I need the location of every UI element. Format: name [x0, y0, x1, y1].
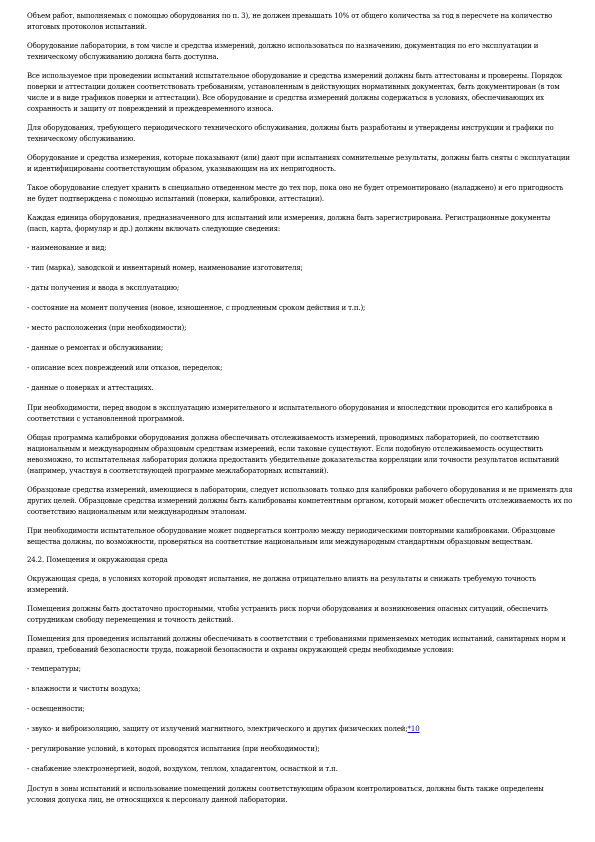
list-item: - состояние на момент получения (новое, изношенное, с продленным сроком действия и т.п.);: [27, 304, 366, 312]
paragraph: Оборудование и средства измерения, которые показывают (или) дают при испытаниях сомнительные результаты, должны быть сняты с эксплуатации и идентифицированы соответствующим образом, указывающим на их непригодность.: [27, 154, 570, 173]
paragraph: Доступ в зоны испытаний и использование помещений должны соответствующим образом контролироваться, должны быть также определены условия допуска лиц, не относящихся к персоналу данной лаборатории.: [27, 785, 544, 804]
list-item: - снабжение электроэнергией, водой, воздухом, теплом, хладагентом, оснасткой и т.п.: [27, 765, 338, 773]
section-heading: 24.2. Помещения и окружающая среда: [27, 556, 168, 564]
paragraph: Общая программа калибровки оборудования должна обеспечивать отслеживаемость измерений, проводимых лабораторией, по соответствию национальным и международным образцовым средствам измерений, если таковые существуют. Если подобную отслеживаемость осуществить невозможно, то испытательная лаборатория должна предоставить убедительные доказательства корреляции или точности результатов испытаний (например, участвуя в соответствующей программе межлабораторных испытаний).: [27, 434, 560, 475]
list-item: - данные о ремонтах и обслуживании;: [27, 344, 164, 352]
list-item: - данные о поверках и аттестациях.: [27, 384, 154, 392]
paragraph: Объем работ, выполняемых с помощью оборудования по п. 3), не должен превышать 10% от общего количества за год в пересчете на количество итоговых протоколов испытаний.: [27, 12, 553, 31]
paragraph: Такое оборудование следует хранить в специально отведенном месте до тех пор, пока оно не будет отремонтировано (наладжено) и его пригодность не будет подтверждена с помощью испытаний (поверки, калибровки, аттестации).: [27, 184, 564, 203]
paragraph: Для оборудования, требующего периодического технического обслуживания, должны быть разработаны и утверждены инструкции и графики по техническому обслуживанию.: [27, 124, 554, 143]
list-item: - наименование и вид;: [27, 244, 107, 252]
paragraph: Образцовые средства измерений, имеющиеся в лаборатории, следует использовать только для калибровки рабочего оборудования и не применять для других целей. Образцовые средства измерений должны быть калиброваны компетентным органом, который может обеспечить отслеживаемость их по соответствию национальным или международным эталонам.: [27, 486, 573, 516]
list-item: - освещенности;: [27, 705, 85, 713]
paragraph: При необходимости испытательное оборудование может подвергаться контролю между периодическими повторными калибровками. Образцовые вещества должны, по возможности, проверяться на соответствие национальным или международным стандартным образцовым веществам.: [27, 527, 555, 546]
paragraph: При необходимости, перед вводом в эксплуатацию измерительного и испытательного оборудования и впоследствии проводится его калибровка в соответствии с установленной программой.: [27, 404, 553, 423]
list-item: - даты получения и ввода в эксплуатацию;: [27, 284, 180, 292]
paragraph: Каждая единица оборудования, предназначенного для испытаний или измерения, должна быть зарегистрирована. Регистрационные документы (пасп, карта, формуляр и др.) должны включать следующие сведения:: [27, 214, 551, 233]
footnote-link[interactable]: *10: [407, 725, 420, 733]
list-item: - температуры;: [27, 665, 81, 673]
paragraph: Помещения для проведения испытаний должны обеспечивать в соответствии с требованиями применяемых методик испытаний, санитарных норм и правил, требований безопасности труда, пожарной безопасности и охраны окружающей среды необходимые условия:: [27, 635, 566, 654]
paragraph: Оборудование лаборатории, в том числе и средства измерений, должно использоваться по назначению, документация по его эксплуатации и техническому обслуживанию должна быть доступна.: [27, 42, 539, 61]
list-item: - тип (марка), заводской и инвентарный номер, наименование изготовителя;: [27, 264, 303, 272]
list-item: - регулирование условий, в которых проводятся испытания (при необходимости);: [27, 745, 320, 753]
list-item: - влажности и чистоты воздуха;: [27, 685, 141, 693]
list-item-text: - звуко- и виброизоляцию, защиту от излучений магнитного, электрического и других физических полей;: [27, 725, 408, 733]
list-item: - место расположения (при необходимости);: [27, 324, 187, 332]
paragraph: Помещения должны быть достаточно просторными, чтобы устранить риск порчи оборудования и возникновения опасных ситуаций, обеспечить сотрудникам свободу перемещения и точность действий.: [27, 605, 548, 624]
list-item: - описание всех повреждений или отказов, переделок;: [27, 364, 223, 372]
paragraph: Все используемое при проведении испытаний испытательное оборудование и средства измерений должны быть аттестованы и проверены. Порядок поверки и аттестации должен соответствовать требованиям, установленным в действующих нормативных документах, быть документирован (в том числе и в виде графиков поверки и аттестации). Все оборудование и средства измерений должны содержаться в условиях, обеспечивающих их сохранность и защиту от повреждений и преждевременного износа.: [27, 72, 563, 113]
paragraph: Окружающая среда, в условиях которой проводят испытания, не должна отрицательно влиять на результаты и снижать требуемую точность измерений.: [27, 575, 537, 594]
list-item: [27, 724, 573, 735]
